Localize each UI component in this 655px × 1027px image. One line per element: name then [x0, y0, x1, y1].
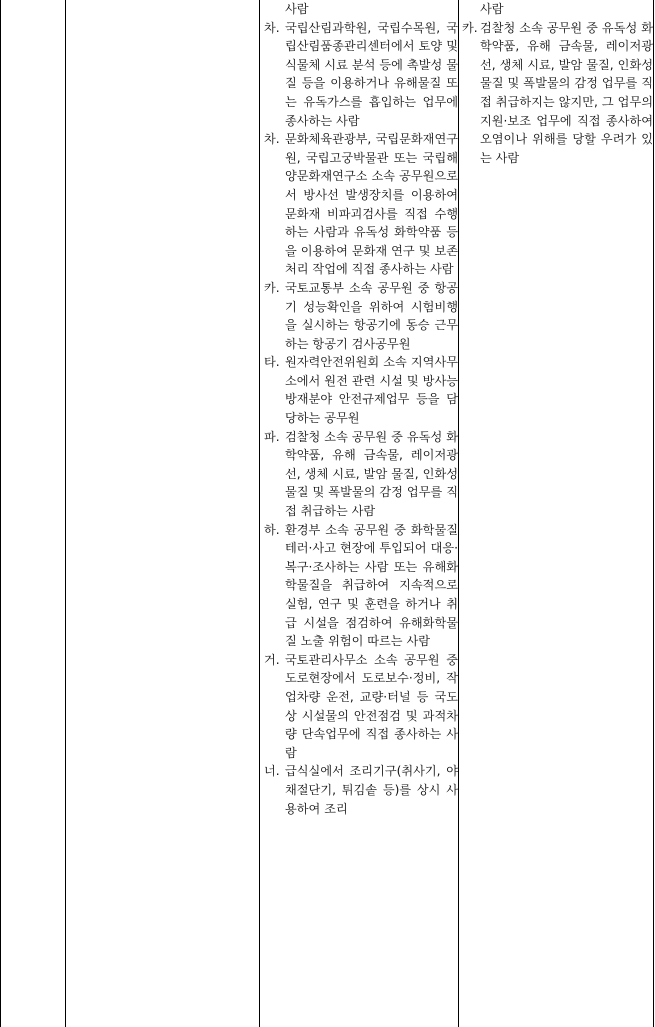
list-item: [262, 19, 458, 131]
list-item: [262, 762, 458, 818]
item-text: 원자력안전위원회 소속 지역사무소에서 원전 관련 시설 및 방사능 방재분야 안전규제업무 등을 담당하는 공무원: [285, 355, 458, 426]
column-border: [458, 0, 459, 1027]
list-item: [460, 19, 653, 168]
item-marker: 차.: [264, 20, 280, 35]
item-text: 급식실에서 조리기구(취사기, 야채절단기, 튀김솥 등)를 상시 사용하여 조리: [285, 764, 458, 816]
continuation-text: 사람: [480, 2, 504, 16]
list-item: [262, 353, 458, 427]
item-text: 문화체육관광부, 국립문화재연구원, 국립고궁박물관 또는 국립해양문화재연구소 소속 공무원으로서 방사선 발생장치를 이용하여 문화재 비파괴검사를 직접 수행하는 사람과 유독성 화학약품 등을 이용하여 문화재 연구 및 보존처리 작업에 직접 종사하는 사람: [285, 132, 458, 277]
continuation-text: 사람: [285, 2, 309, 16]
list-item: [262, 521, 458, 651]
list-item: [262, 651, 458, 763]
item-marker: 하.: [264, 522, 280, 537]
related-column: [460, 0, 653, 167]
item-text: 검찰청 소속 공무원 중 유독성 화학약품, 유해 금속물, 레이저광선, 생체 시료, 발암 물질, 인화성 물질 및 폭발물의 감정 업무를 직접 취급하지는 않지만, 그 업무의 지원·보조 업무에 직접 종사하여 오염이나 위해를 당할 우려가 있는 사람: [480, 20, 653, 165]
item-marker: 카.: [462, 20, 478, 35]
item-marker: 파.: [264, 429, 280, 444]
list-item: [262, 428, 458, 521]
item-text: 국토교통부 소속 공무원 중 항공기 성능확인을 위하여 시험비행을 실시하는 항공기에 동승 근무하는 항공기 검사공무원: [285, 280, 458, 351]
item-text: 국토관리사무소 소속 공무원 중 도로현장에서 도로보수·정비, 작업차량 운전, 교량·터널 등 국도상 시설물의 안전점검 및 과적차량 단속업무에 직접 종사하는 사람: [285, 652, 458, 760]
list-item: [262, 279, 458, 353]
column-border: [259, 0, 260, 1027]
item-marker: 카.: [264, 280, 280, 295]
item-text: 검찰청 소속 공무원 중 유독성 화학약품, 유해 금속물, 레이저광선, 생체 시료, 발암 물질, 인화성 물질 및 폭발물의 감정 업무를 직접 취급하는 사람: [285, 429, 458, 519]
item-marker: 타.: [264, 355, 280, 370]
column-border: [653, 0, 654, 1027]
item-text: 국립산림과학원, 국립수목원, 국립산림품종관리센터에서 토양 및 식물체 시료 분석 등에 촉발성 물질 등을 이용하거나 유해물질 또는 유독가스를 흡입하는 업무에 종사하는 사람: [285, 20, 458, 128]
column-border: [0, 0, 1, 1027]
item-marker: 거.: [264, 652, 280, 667]
list-item: [262, 130, 458, 279]
qualification-column: [262, 0, 458, 818]
item-marker: 차.: [264, 132, 280, 147]
item-marker: 너.: [264, 764, 280, 779]
item-text: 환경부 소속 공무원 중 화학물질 테러·사고 현장에 투입되어 대응·복구·조사하는 사람 또는 유해화학물질을 취급하여 지속적으로 실험, 연구 및 훈련을 하거나 취급 시설을 점검하여 유해화학물질 노출 위험이 따르는 사람: [285, 522, 458, 649]
column-border: [65, 0, 66, 1027]
